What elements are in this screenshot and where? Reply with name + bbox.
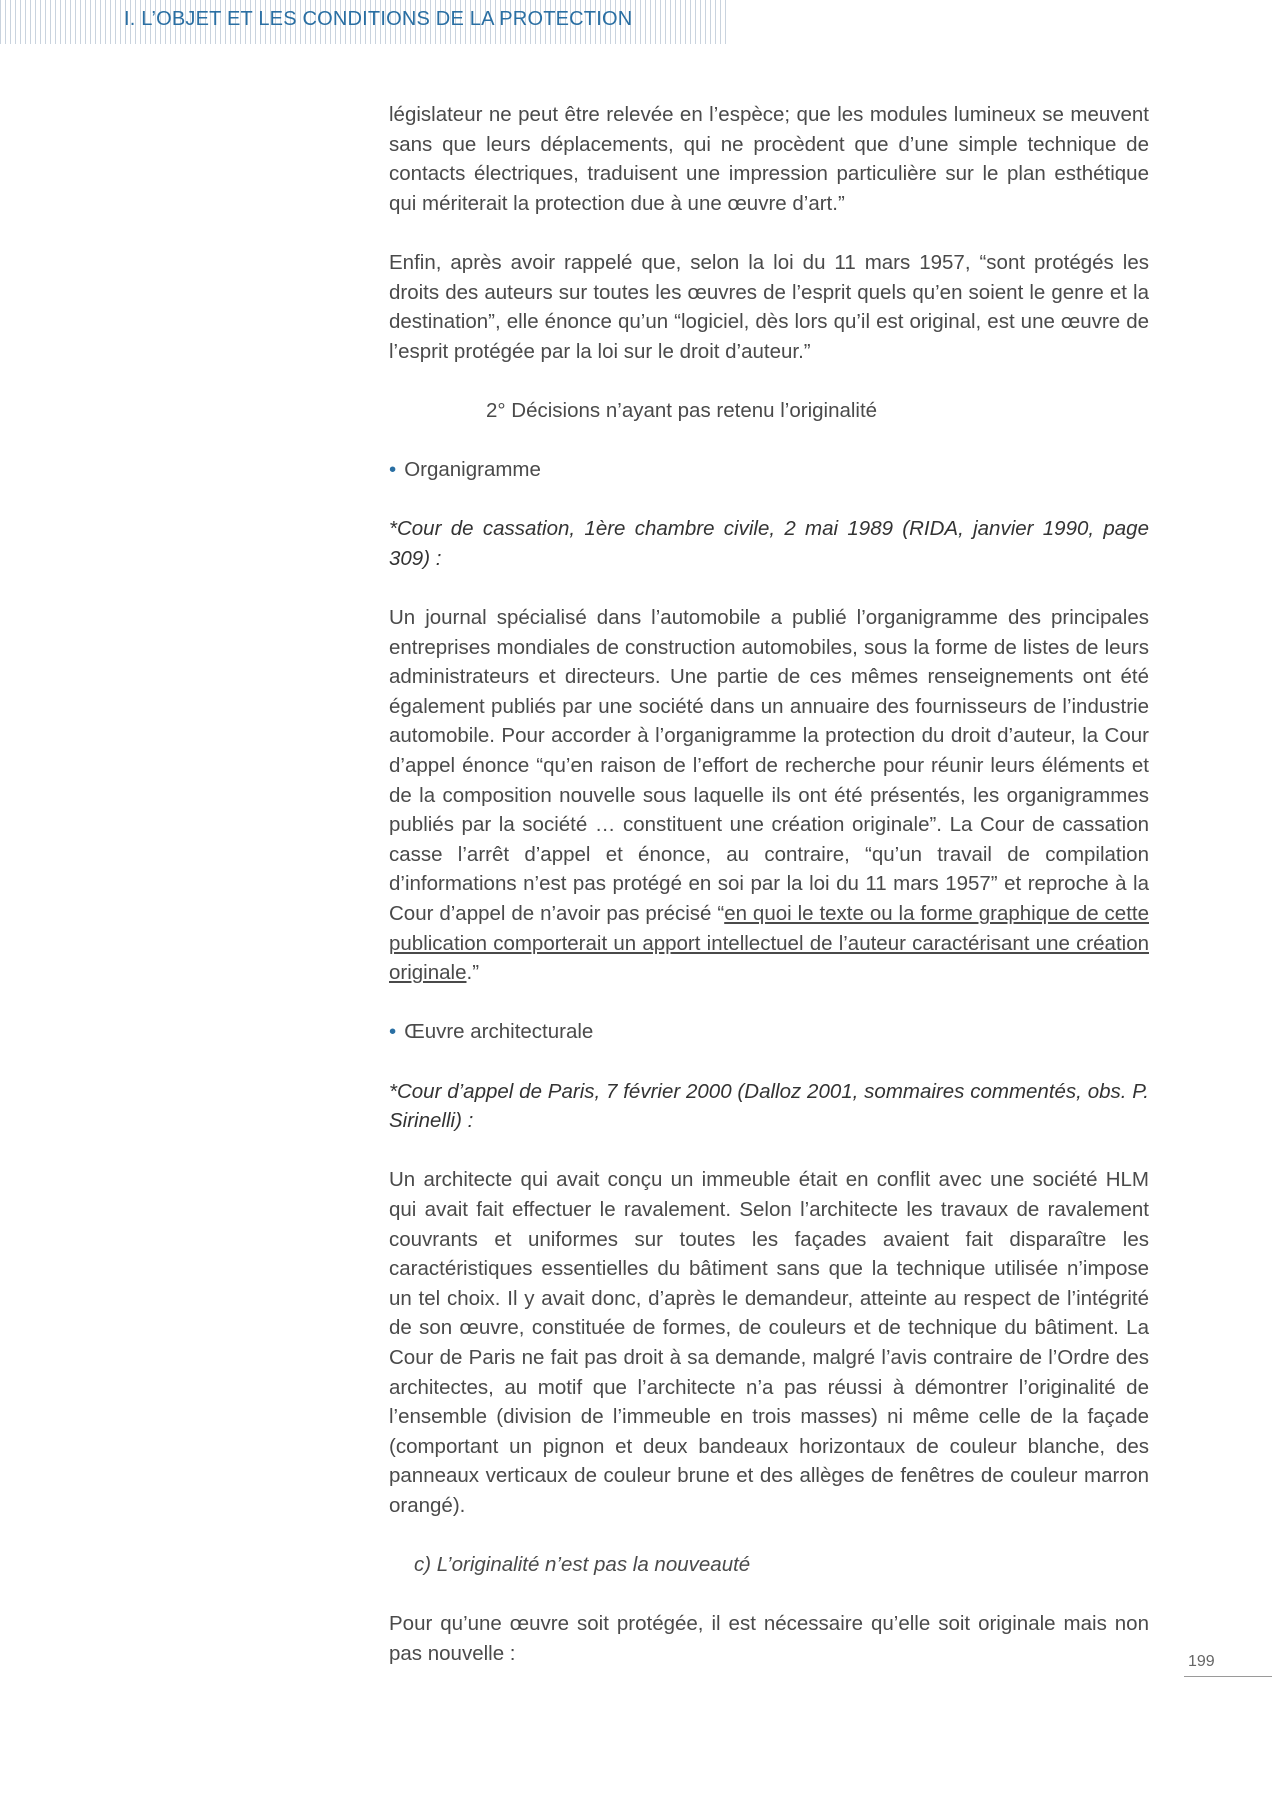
underlined-quote: en quoi le texte ou la forme graphique de cette publication comporterait un apport intellectuel de l’auteur caractérisant une création originale (389, 902, 1149, 985)
page-body (389, 100, 1149, 1698)
bullet-organigramme (389, 455, 1149, 485)
paragraph-originalite: Pour qu’une œuvre soit protégée, il est nécessaire qu’elle soit originale mais non pas nouvelle : (389, 1612, 1149, 1665)
subsection-heading: c) L’originalité n’est pas la nouveauté (414, 1553, 751, 1577)
paragraph-organigramme (389, 603, 1149, 988)
page-number-rule (1184, 1676, 1272, 1677)
case-citation-paris: *Cour d’appel de Paris, 7 février 2000 (Dalloz 2001, sommaires commentés, obs. P. Sirinelli) : (389, 1079, 1149, 1133)
paragraph-logiciel: Enfin, après avoir rappelé que, selon la loi du 11 mars 1957, “sont protégés les droits des auteurs sur toutes les œuvres de l’esprit quels qu’en soient le genre et la destination”, elle énonce qu’un “logiciel, dès lors qu’il est original, est une œuvre de l’esprit protégée par la loi sur le droit d’auteur.” (389, 250, 1149, 363)
page-number: 199 (1188, 1653, 1215, 1670)
bullet-label: Organigramme (404, 458, 541, 482)
paragraph-text-end: .” (466, 961, 480, 985)
bullet-oeuvre-architecturale (389, 1017, 1149, 1047)
paragraph-legislateur: législateur ne peut être relevée en l’espèce; que les modules lumineux se meuvent sans que leurs déplacements, qui ne procèdent que d’une simple technique de contacts électriques, traduisent une impression particulière sur le plan esthétique qui mériterait la protection due à une œuvre d’art.” (389, 103, 1149, 215)
bullet-label: Œuvre architecturale (404, 1020, 594, 1044)
paragraph-text: Un journal spécialisé dans l’automobile a publié l’organigramme des principales entreprises mondiales de construction automobiles, sous la forme de listes de leurs administrateurs et directeurs. Une partie de ces mêmes renseignements ont été également publiés par une société dans un annuaire des fournisseurs de l’industrie automobile. Pour accorder à l’organigramme la protection du droit d’auteur, la Cour d’appel énonce “qu’en raison de l’effort de recherche pour réunir leurs éléments et de la composition nouvelle sous laquelle ils ont été présentés, les organigrammes publiés par la société … constituent une création originale”. La Cour de cassation casse l’arrêt d’appel et énonce, au contraire, “qu’un travail de compilation d’informations n’est pas protégé en soi par la loi du 11 mars 1957” et reproche à la Cour d’appel de n’avoir pas précisé “ (389, 606, 1149, 926)
bullet-dot-icon: • (389, 1020, 397, 1044)
bullet-dot-icon: • (389, 458, 397, 482)
paragraph-architecte: Un architecte qui avait conçu un immeuble était en conflit avec une société HLM qui avait fait effectuer le ravalement. Selon l’architecte les travaux de ravalement couvrants et uniformes sur toutes les façades avaient fait disparaître les caractéristiques essentielles du bâtiment sans que la technique utilisée n’impose un tel choix. Il y avait donc, d’après le demandeur, atteinte au respect de l’intégrité de son œuvre, constituée de formes, de couleurs et de technique du bâtiment. La Cour de Paris ne fait pas droit à sa demande, malgré l’avis contraire de l’Ordre des architectes, au motif que l’architecte n’a pas réussi à démontrer l’originalité de l’ensemble (division de l’immeuble en trois masses) ni même celle de la façade (comportant un pignon et deux bandeaux horizontaux de couleur blanche, des panneaux verticaux de couleur brune et des allèges de fenêtres de couleur marron orangé). (389, 1168, 1149, 1517)
case-citation-cassation: *Cour de cassation, 1ère chambre civile, 2 mai 1989 (RIDA, janvier 1990, page 309) : (389, 517, 1149, 570)
section-subheading: 2° Décisions n’ayant pas retenu l’originalité (486, 398, 878, 422)
running-header-title: I. L’OBJET ET LES CONDITIONS DE LA PROTECTION (124, 8, 633, 30)
